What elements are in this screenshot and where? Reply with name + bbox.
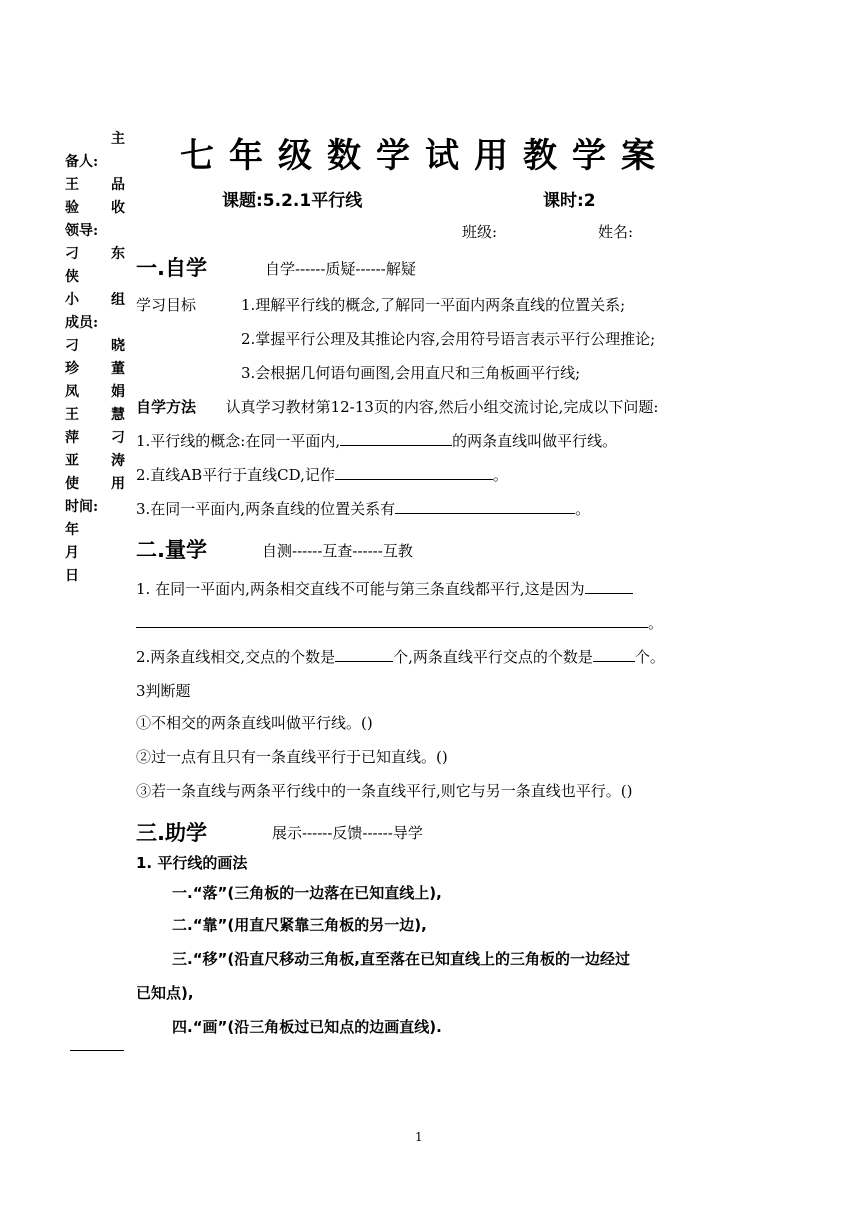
sidebar-line bbox=[65, 542, 125, 565]
practice-question-2: 2.两条直线相交,交点的个数是 个,两条直线平行交点的个数是 个。 bbox=[136, 648, 665, 666]
sidebar-text: 时间: bbox=[65, 499, 99, 515]
sidebar-text: 主 bbox=[111, 131, 125, 147]
sidebar-text: 年 bbox=[65, 522, 79, 538]
answer-blank[interactable] bbox=[585, 579, 633, 594]
question-1: 1.平行线的概念:在同一平面内, 的两条直线叫做平行线。 bbox=[136, 432, 618, 450]
sidebar-text: 萍 bbox=[65, 430, 79, 446]
sidebar-text: 娟 bbox=[111, 384, 125, 400]
sidebar-line bbox=[65, 450, 125, 473]
question-2: 2.直线AB平行于直线CD,记作 。 bbox=[136, 466, 508, 484]
answer-blank[interactable] bbox=[593, 647, 635, 662]
sidebar-text: 备人: bbox=[65, 154, 99, 170]
section2-note: 自测------互查------互教 bbox=[262, 542, 413, 560]
method-subheading: 1. 平行线的画法 bbox=[136, 854, 248, 872]
sidebar-text: 王 bbox=[65, 177, 79, 193]
sidebar-text: 用 bbox=[111, 476, 125, 492]
sidebar-text: 日 bbox=[65, 568, 79, 584]
lesson-period: 课时:2 bbox=[543, 191, 596, 211]
sidebar-line bbox=[65, 565, 125, 588]
sidebar-line bbox=[65, 381, 125, 404]
sidebar-text: 组 bbox=[111, 292, 125, 308]
answer-blank[interactable] bbox=[335, 465, 493, 480]
sidebar-line bbox=[65, 174, 125, 197]
sidebar-text: 刁 bbox=[65, 246, 79, 262]
answer-blank[interactable] bbox=[340, 431, 452, 446]
sidebar-line bbox=[65, 266, 125, 289]
judge-item: ①不相交的两条直线叫做平行线。() bbox=[136, 714, 373, 732]
sidebar-text: 王 bbox=[65, 407, 79, 423]
sidebar-text: 珍 bbox=[65, 361, 79, 377]
sidebar-text: 刁 bbox=[65, 338, 79, 354]
sidebar-text: 凤 bbox=[65, 384, 79, 400]
sidebar-text: 成员: bbox=[65, 315, 99, 331]
sidebar-line bbox=[65, 197, 125, 220]
sidebar-text: 侠 bbox=[65, 269, 79, 285]
sidebar-text: 验 bbox=[65, 200, 79, 216]
section1-heading: 一.自学 bbox=[136, 256, 207, 280]
sidebar-text: 涛 bbox=[111, 453, 125, 469]
sidebar-line bbox=[65, 427, 125, 450]
method-text: 认真学习教材第12-13页的内容,然后小组交流讨论,完成以下问题: bbox=[225, 398, 659, 416]
draw-step: 三.“移”(沿直尺移动三角板,直至落在已知直线上的三角板的一边经过 bbox=[172, 950, 630, 968]
sidebar-text: 董 bbox=[111, 361, 125, 377]
section1-note: 自学------质疑------解疑 bbox=[265, 260, 416, 278]
question-3: 3.在同一平面内,两条直线的位置关系有 。 bbox=[136, 500, 591, 518]
sidebar-line bbox=[65, 404, 125, 427]
sidebar-info bbox=[65, 128, 125, 588]
sidebar-line bbox=[65, 220, 125, 243]
judge-item: ②过一点有且只有一条直线平行于已知直线。() bbox=[136, 748, 448, 766]
sidebar-line bbox=[65, 358, 125, 381]
sidebar-text: 亚 bbox=[65, 453, 79, 469]
sidebar-text: 慧 bbox=[111, 407, 125, 423]
draw-step: 二.“靠”(用直尺紧靠三角板的另一边), bbox=[172, 916, 427, 934]
sidebar-line bbox=[65, 289, 125, 312]
draw-step: 一.“落”(三角板的一边落在已知直线上), bbox=[172, 884, 442, 902]
page-number: 1 bbox=[415, 1130, 423, 1144]
sidebar-text: 品 bbox=[111, 177, 125, 193]
answer-blank[interactable] bbox=[136, 613, 648, 628]
practice-question-1-cont: 。 bbox=[136, 612, 663, 633]
answer-blank[interactable] bbox=[395, 499, 575, 514]
sidebar-line bbox=[65, 243, 125, 266]
lesson-topic: 课题:5.2.1平行线 bbox=[222, 191, 363, 211]
sidebar-line bbox=[65, 519, 125, 542]
sidebar-text: 收 bbox=[111, 200, 125, 216]
sidebar-line bbox=[65, 128, 125, 151]
section3-note: 展示------反馈------导学 bbox=[272, 824, 423, 842]
draw-step: 四.“画”(沿三角板过已知点的边画直线). bbox=[172, 1018, 442, 1036]
sidebar-line bbox=[65, 151, 125, 174]
judge-title: 3判断题 bbox=[136, 682, 191, 700]
name-label: 姓名: bbox=[598, 223, 634, 241]
goal-item: 1.理解平行线的概念,了解同一平面内两条直线的位置关系; bbox=[241, 296, 626, 314]
class-label: 班级: bbox=[462, 223, 498, 241]
judge-item: ③若一条直线与两条平行线中的一条直线平行,则它与另一条直线也平行。() bbox=[136, 782, 633, 800]
draw-step-cont: 已知点), bbox=[136, 984, 194, 1002]
sidebar-text: 东 bbox=[111, 246, 125, 262]
sidebar-line bbox=[65, 496, 125, 519]
section3-heading: 三.助学 bbox=[136, 821, 207, 845]
sidebar-text: 刁 bbox=[111, 430, 125, 446]
goal-item: 3.会根据几何语句画图,会用直尺和三角板画平行线; bbox=[241, 364, 581, 382]
sidebar-text: 小 bbox=[65, 292, 79, 308]
sidebar-text: 晓 bbox=[111, 338, 125, 354]
section2-heading: 二.量学 bbox=[136, 538, 207, 562]
sidebar-text: 月 bbox=[65, 545, 79, 561]
goal-item: 2.掌握平行公理及其推论内容,会用符号语言表示平行公理推论; bbox=[241, 330, 656, 348]
method-label: 自学方法 bbox=[136, 398, 197, 416]
practice-question-1: 1. 在同一平面内,两条相交直线不可能与第三条直线都平行,这是因为 bbox=[136, 578, 633, 599]
page-title: 七年级数学试用教学案 bbox=[180, 136, 670, 176]
margin-rule bbox=[70, 1050, 124, 1051]
goals-label: 学习目标 bbox=[136, 296, 197, 314]
sidebar-line bbox=[65, 335, 125, 358]
sidebar-line bbox=[65, 312, 125, 335]
sidebar-line bbox=[65, 473, 125, 496]
sidebar-text: 领导: bbox=[65, 223, 99, 239]
answer-blank[interactable] bbox=[335, 647, 393, 662]
sidebar-text: 使 bbox=[65, 476, 79, 492]
